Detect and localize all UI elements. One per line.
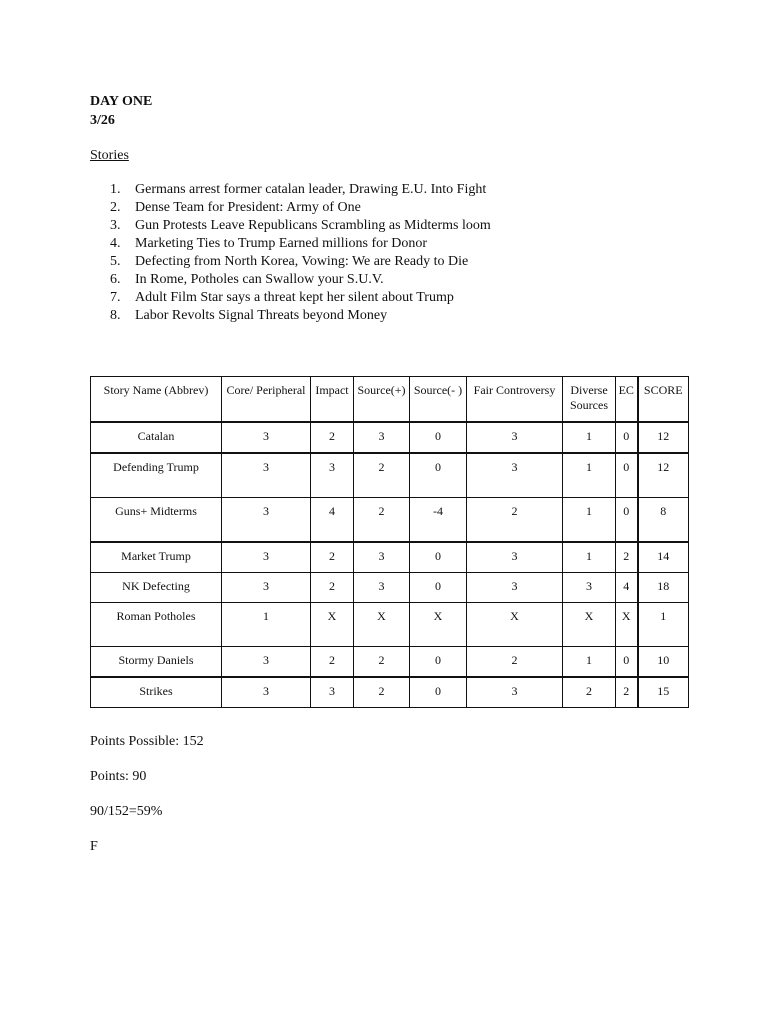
- column-header: Impact: [311, 377, 354, 423]
- score-table: [90, 376, 689, 708]
- story-list: [110, 181, 491, 325]
- table-row: [91, 453, 689, 498]
- table-row: [91, 677, 689, 708]
- list-item: [110, 235, 491, 253]
- table-cell: 2: [616, 677, 638, 708]
- story-name-cell: Stormy Daniels: [91, 647, 222, 678]
- date-heading: 3/26: [90, 113, 115, 128]
- table-cell: 2: [467, 498, 563, 543]
- story-number: 2.: [110, 200, 121, 215]
- letter-grade: F: [90, 839, 98, 854]
- story-text: In Rome, Potholes can Swallow your S.U.V.: [135, 272, 384, 287]
- table-cell: 2: [616, 542, 638, 573]
- table-cell: 0: [616, 647, 638, 678]
- score-cell: 12: [638, 422, 689, 453]
- table-cell: 2: [311, 647, 354, 678]
- table-cell: 2: [354, 647, 410, 678]
- table-cell: 3: [354, 422, 410, 453]
- story-name-cell: Defending Trump: [91, 453, 222, 498]
- table-cell: 2: [354, 677, 410, 708]
- table-cell: 4: [616, 573, 638, 603]
- table-cell: X: [467, 603, 563, 647]
- table-row: [91, 498, 689, 543]
- table-cell: X: [410, 603, 467, 647]
- list-item: [110, 181, 491, 199]
- story-text: Dense Team for President: Army of One: [135, 200, 361, 215]
- story-text: Defecting from North Korea, Vowing: We are Ready to Die: [135, 254, 469, 269]
- column-header: SCORE: [638, 377, 689, 423]
- table-cell: 3: [467, 422, 563, 453]
- table-cell: 0: [410, 422, 467, 453]
- stories-title: Stories: [90, 148, 129, 163]
- story-number: 5.: [110, 254, 121, 269]
- table-cell: 0: [410, 573, 467, 603]
- table-cell: 2: [563, 677, 616, 708]
- story-text: Labor Revolts Signal Threats beyond Money: [135, 308, 388, 323]
- story-text: Adult Film Star says a threat kept her silent about Trump: [135, 290, 454, 305]
- table-header-row: [91, 377, 689, 423]
- table-cell: 0: [410, 453, 467, 498]
- table-cell: 3: [467, 453, 563, 498]
- table-cell: 0: [410, 677, 467, 708]
- table-cell: -4: [410, 498, 467, 543]
- table-cell: 3: [222, 453, 311, 498]
- story-number: 8.: [110, 308, 121, 323]
- table-cell: 0: [616, 498, 638, 543]
- table-cell: 3: [222, 573, 311, 603]
- story-name-cell: Strikes: [91, 677, 222, 708]
- table-cell: 2: [311, 573, 354, 603]
- table-cell: 3: [467, 677, 563, 708]
- table-cell: 3: [222, 498, 311, 543]
- column-header: EC: [616, 377, 638, 423]
- story-name-cell: NK Defecting: [91, 573, 222, 603]
- column-header: Source(+): [354, 377, 410, 423]
- score-cell: 1: [638, 603, 689, 647]
- list-item: [110, 271, 491, 289]
- story-text: Germans arrest former catalan leader, Drawing E.U. Into Fight: [135, 182, 487, 197]
- column-header: Fair Controversy: [467, 377, 563, 423]
- score-cell: 8: [638, 498, 689, 543]
- list-item: [110, 307, 491, 325]
- points-earned: Points: 90: [90, 769, 147, 784]
- score-ratio: 90/152=59%: [90, 804, 163, 819]
- table-cell: 3: [311, 453, 354, 498]
- list-item: [110, 289, 491, 307]
- table-cell: 3: [467, 542, 563, 573]
- story-name-cell: Guns+ Midterms: [91, 498, 222, 543]
- table-cell: 2: [311, 422, 354, 453]
- table-cell: X: [354, 603, 410, 647]
- table-cell: 1: [563, 422, 616, 453]
- table-cell: 4: [311, 498, 354, 543]
- table-row: [91, 647, 689, 678]
- table-row: [91, 422, 689, 453]
- score-cell: 14: [638, 542, 689, 573]
- table-cell: 0: [616, 453, 638, 498]
- story-number: 1.: [110, 182, 121, 197]
- table-cell: 1: [222, 603, 311, 647]
- score-cell: 15: [638, 677, 689, 708]
- table-cell: 3: [222, 542, 311, 573]
- table-cell: 3: [222, 677, 311, 708]
- table-row: [91, 542, 689, 573]
- points-possible: Points Possible: 152: [90, 734, 204, 749]
- story-name-cell: Roman Potholes: [91, 603, 222, 647]
- table-cell: 3: [354, 542, 410, 573]
- table-cell: 0: [616, 422, 638, 453]
- story-number: 6.: [110, 272, 121, 287]
- table-cell: 2: [467, 647, 563, 678]
- column-header: Story Name (Abbrev): [91, 377, 222, 423]
- story-number: 3.: [110, 218, 121, 233]
- table-cell: 3: [467, 573, 563, 603]
- story-name-cell: Market Trump: [91, 542, 222, 573]
- table-cell: 1: [563, 453, 616, 498]
- table-cell: 3: [222, 422, 311, 453]
- table-cell: X: [616, 603, 638, 647]
- score-cell: 18: [638, 573, 689, 603]
- table-cell: 1: [563, 542, 616, 573]
- table-cell: 3: [354, 573, 410, 603]
- story-text: Gun Protests Leave Republicans Scrambling as Midterms loom: [135, 218, 491, 233]
- story-name-cell: Catalan: [91, 422, 222, 453]
- day-heading: DAY ONE: [90, 94, 153, 109]
- table-cell: 0: [410, 647, 467, 678]
- column-header: Source(- ): [410, 377, 467, 423]
- story-text: Marketing Ties to Trump Earned millions for Donor: [135, 236, 428, 251]
- table-cell: X: [563, 603, 616, 647]
- table-cell: 3: [222, 647, 311, 678]
- story-number: 7.: [110, 290, 121, 305]
- table-cell: 3: [563, 573, 616, 603]
- table-row: [91, 573, 689, 603]
- list-item: [110, 253, 491, 271]
- table-cell: 2: [354, 498, 410, 543]
- table-row: [91, 603, 689, 647]
- table-cell: 3: [311, 677, 354, 708]
- score-cell: 10: [638, 647, 689, 678]
- table-cell: X: [311, 603, 354, 647]
- score-cell: 12: [638, 453, 689, 498]
- table-cell: 0: [410, 542, 467, 573]
- list-item: [110, 199, 491, 217]
- table-cell: 1: [563, 498, 616, 543]
- story-number: 4.: [110, 236, 121, 251]
- column-header: Diverse Sources: [563, 377, 616, 423]
- list-item: [110, 217, 491, 235]
- table-cell: 1: [563, 647, 616, 678]
- table-cell: 2: [354, 453, 410, 498]
- column-header: Core/ Peripheral: [222, 377, 311, 423]
- table-cell: 2: [311, 542, 354, 573]
